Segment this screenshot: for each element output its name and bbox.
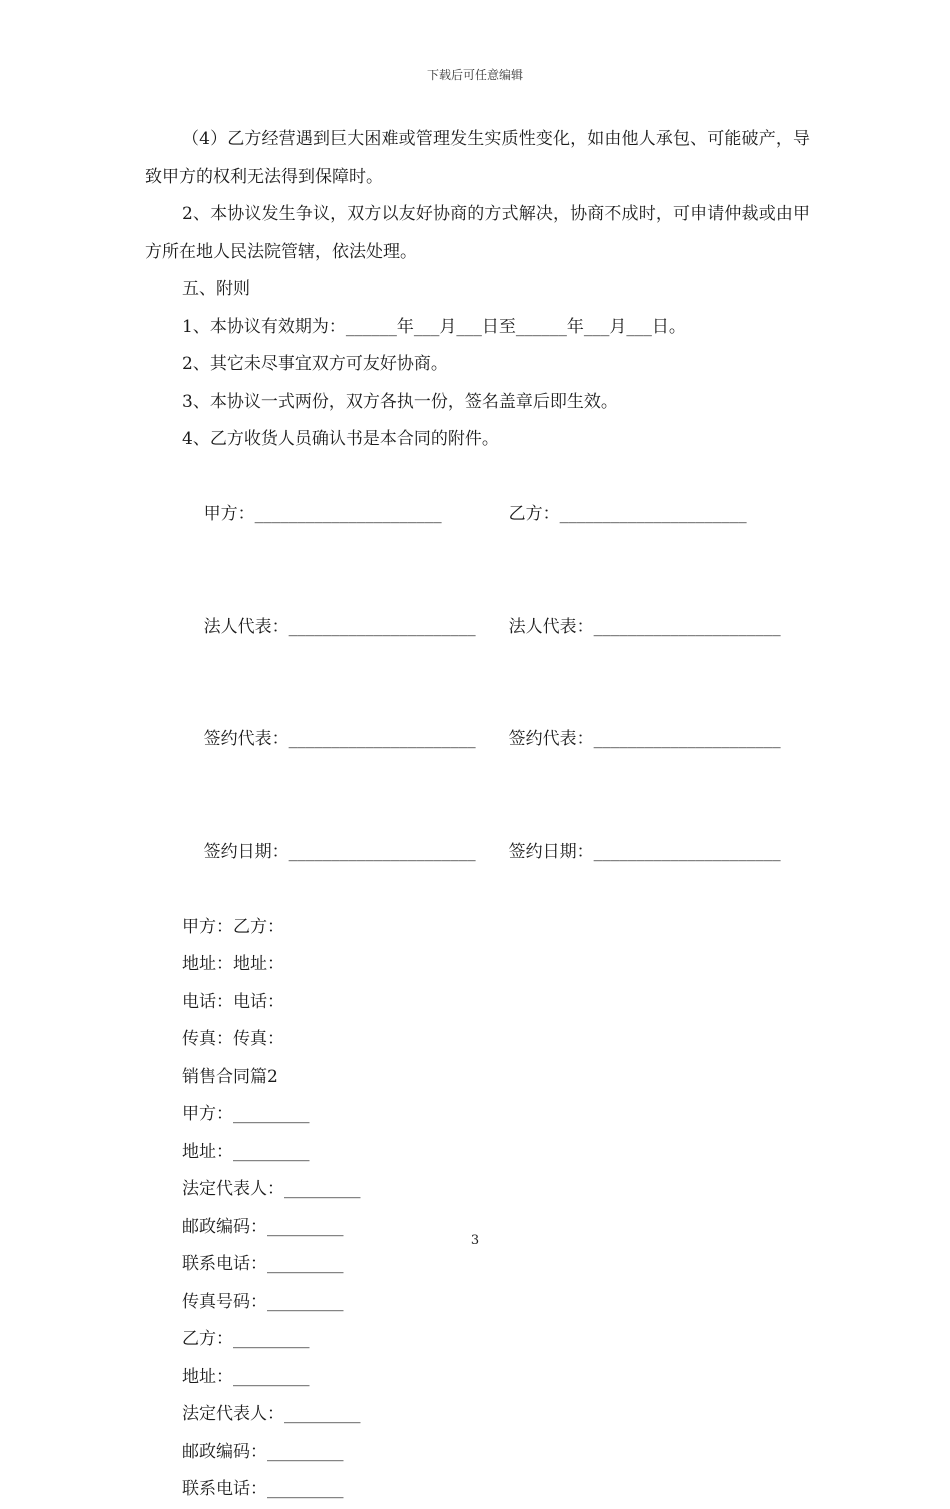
- page-header: 下载后可任意编辑: [426, 68, 523, 82]
- party-b-field: 乙方：______________________: [508, 504, 747, 524]
- page-number: 3: [470, 1233, 480, 1248]
- term-negotiation: 2、其它未尽事宜双方可友好协商。: [182, 354, 448, 374]
- clause-dispute: 2、本协议发生争议，双方以友好协商的方式解决，协商不成时，可申请仲裁或由甲方所在地人民法院管辖，依法处理。: [145, 204, 810, 262]
- contract-2-address-b: 地址：_________: [182, 1366, 310, 1387]
- contract-2-postal-a: 邮政编码：_________: [182, 1216, 344, 1237]
- contract-2-address-a: 地址：_________: [182, 1141, 310, 1162]
- signing-rep-a-field: 签约代表：______________________: [203, 729, 476, 749]
- term-validity: 1、本协议有效期为：______年___月___日至______年___月___日。: [182, 316, 686, 337]
- contract-2-phone-a: 联系电话：_________: [182, 1254, 344, 1274]
- contract-2-postal-b: 邮政编码：_________: [182, 1441, 344, 1462]
- signing-rep-b-field: 签约代表：______________________: [508, 729, 781, 749]
- term-attachment: 4、乙方收货人员确认书是本合同的附件。: [182, 429, 499, 449]
- signature-row-legal-rep: [145, 571, 810, 684]
- legal-rep-a-field: 法人代表：______________________: [203, 616, 476, 637]
- legal-rep-b-field: 法人代表：______________________: [508, 616, 781, 637]
- contract-2-title: 销售合同篇2: [182, 1066, 278, 1087]
- signature-row-party: [145, 459, 810, 572]
- contact-phone: 电话：电话：: [182, 991, 284, 1012]
- clause-4-4: （4）乙方经营遇到巨大困难或管理发生实质性变化，如由他人承包、可能破产，导致甲方的权利无法得到保障时。: [145, 129, 810, 187]
- contact-fax: 传真：传真：: [182, 1029, 284, 1049]
- section-title-appendix: 五、附则: [182, 279, 250, 299]
- signing-date-a-field: 签约日期：______________________: [203, 841, 476, 862]
- document-body: [145, 121, 810, 1509]
- contract-2-party-b: 乙方：_________: [182, 1329, 310, 1349]
- contact-parties: 甲方：乙方：: [182, 916, 284, 937]
- contract-2-phone-b: 联系电话：_________: [182, 1479, 344, 1499]
- signing-date-b-field: 签约日期：______________________: [508, 841, 781, 862]
- signature-row-signing-date: [145, 796, 810, 909]
- party-a-field: 甲方：______________________: [203, 504, 442, 524]
- contract-2-party-a: 甲方：_________: [182, 1104, 310, 1124]
- term-copies: 3、本协议一式两份，双方各执一份，签名盖章后即生效。: [182, 391, 618, 412]
- signature-row-signing-rep: [145, 684, 810, 797]
- contract-2-legal-rep-a: 法定代表人：_________: [182, 1179, 361, 1199]
- contract-2-fax-a: 传真号码：_________: [182, 1291, 344, 1312]
- contract-2-legal-rep-b: 法定代表人：_________: [182, 1404, 361, 1424]
- contact-address: 地址：地址：: [182, 954, 284, 974]
